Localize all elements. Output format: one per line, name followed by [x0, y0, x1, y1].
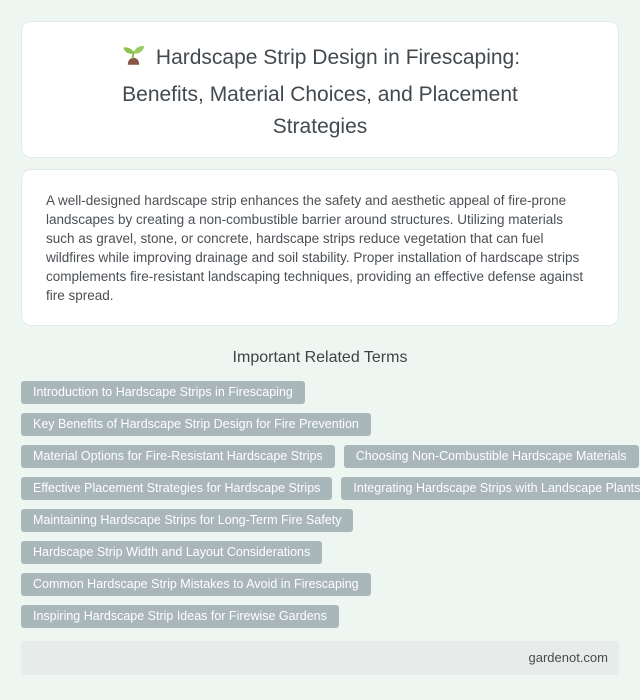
seedling-icon — [120, 42, 147, 79]
term-row — [21, 413, 619, 436]
term-row — [21, 605, 619, 628]
term-row — [21, 445, 627, 468]
term-tag[interactable]: Integrating Hardscape Strips with Landscape Plants — [341, 477, 640, 500]
summary-text: A well-designed hardscape strip enhances the safety and aesthetic appeal of fire-prone landscapes by creating a non-combustible barrier around structures. Utilizing materials such as gravel, stone, or concrete, hardscape strips reduce vegetation that can fuel wildfires while improving drainage and soil stability. Proper installation of hardscape strips complements fire-resistant landscaping techniques, providing an effective defense against fire spread. — [46, 193, 584, 303]
term-tag[interactable]: Inspiring Hardscape Strip Ideas for Firewise Gardens — [21, 605, 339, 628]
site-name: gardenot.com — [528, 650, 608, 665]
title-card — [21, 21, 619, 158]
term-tag[interactable]: Introduction to Hardscape Strips in Firescaping — [21, 381, 305, 404]
term-tag[interactable]: Choosing Non-Combustible Hardscape Materials — [344, 445, 639, 468]
related-terms-heading: Important Related Terms — [232, 349, 408, 366]
term-row — [21, 573, 619, 596]
term-tag[interactable]: Effective Placement Strategies for Hardscape Strips — [21, 477, 332, 500]
term-row — [21, 509, 619, 532]
page-title — [80, 42, 560, 143]
term-tag[interactable]: Hardscape Strip Width and Layout Considerations — [21, 541, 322, 564]
term-tag[interactable]: Common Hardscape Strip Mistakes to Avoid in Firescaping — [21, 573, 371, 596]
related-terms-list — [21, 381, 640, 628]
site-footer — [21, 641, 619, 675]
term-row — [21, 381, 619, 404]
term-tag[interactable]: Maintaining Hardscape Strips for Long-Term Fire Safety — [21, 509, 353, 532]
term-row — [21, 541, 619, 564]
term-row — [21, 477, 640, 500]
summary-card — [21, 169, 619, 326]
term-tag[interactable]: Key Benefits of Hardscape Strip Design for Fire Prevention — [21, 413, 371, 436]
term-tag[interactable]: Material Options for Fire-Resistant Hardscape Strips — [21, 445, 335, 468]
page-title-text: Hardscape Strip Design in Firescaping: Benefits, Material Choices, and Placement Strategies — [122, 46, 521, 138]
